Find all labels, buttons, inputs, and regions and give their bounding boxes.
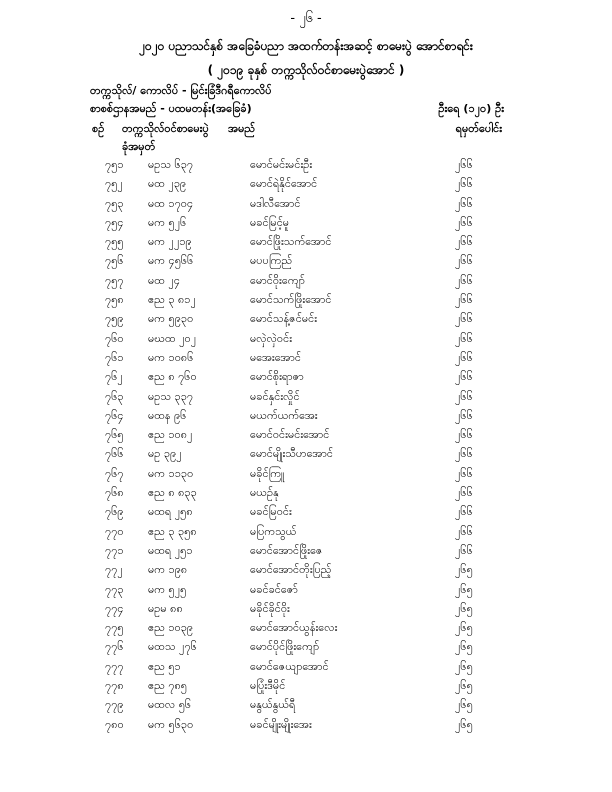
total-marks: ၂၆၆ [455, 486, 473, 500]
student-name: မယဉ်နု [250, 486, 279, 500]
exam-center-label: စာစစ်ဌာနအမည် - ပထမတန်း(အခြေခံ) [90, 102, 252, 115]
total-marks: ၂၆၆ [455, 505, 473, 519]
total-marks: ၂၆၆ [455, 408, 473, 422]
total-marks: ၂၆၅ [455, 640, 473, 654]
roll-number: မက ၅၂၆ [148, 215, 187, 229]
list-item [0, 658, 612, 677]
total-marks: ၂၆၆ [455, 466, 473, 480]
header-name: အမည် [228, 122, 256, 135]
row-number: ၇၆၄ [105, 408, 124, 422]
list-item [0, 349, 612, 368]
total-marks: ၂၆၆ [455, 215, 473, 229]
total-marks: ၂၆၆ [455, 524, 473, 538]
row-number: ၇၇၇ [105, 659, 124, 673]
header-roll: တက္ကသိုလ်ဝင်စာမေးပွဲ [122, 122, 209, 135]
total-marks: ၂၆၆ [455, 254, 473, 268]
roll-number: မက ၄၅၆၆ [148, 254, 194, 268]
total-marks: ၂၆၆ [455, 273, 473, 287]
roll-number: ဧည ၅၁ [148, 659, 181, 673]
roll-number: မဃထ ၂၀၂ [148, 331, 197, 345]
total-marks: ၂၆၅ [455, 582, 473, 596]
row-number: ၇၅၁ [105, 158, 124, 171]
total-marks: ၂၆၆ [455, 293, 473, 307]
list-item [0, 233, 612, 252]
roll-number: မဥသ ၃၃၇ [148, 389, 194, 403]
student-name: မောင်ရဲနိုင်အောင် [250, 177, 318, 191]
roll-number: ဧည ၃ ၈၁၂ [148, 293, 196, 307]
student-name: မယက်ယက်အေး [250, 408, 318, 422]
student-name: မောင်ဝိုးကျော် [250, 273, 305, 287]
roll-number: ဧည ၈ ၇၆၀ [148, 370, 197, 384]
student-name: မောင်စိုးရာဇာ [250, 370, 304, 384]
document-title: ၂၀၂၀ ပညာသင်နှစ် အခြေခံပညာ အထက်တန်းအဆင့် စာမေးပွဲ အောင်စာရင်း [139, 39, 473, 53]
page-number: - ၂၆ - [290, 11, 322, 26]
roll-number: မထ ၂၄ [148, 273, 181, 287]
roll-number: မဥမ ၈၈ [148, 601, 183, 615]
row-number: ၇၅၃ [105, 196, 124, 210]
list-item [0, 561, 612, 580]
row-number: ၇၇၀ [105, 524, 124, 538]
list-item [0, 252, 612, 271]
list-item [0, 465, 612, 484]
list-item [0, 426, 612, 445]
roll-number: မက ၁၀၈၆ [148, 350, 194, 364]
student-name: မခင်ခင်ဇော် [250, 582, 298, 596]
roll-number: ဧည ၈ ၈၃၃ [148, 486, 197, 500]
list-item [0, 195, 612, 214]
list-item [0, 638, 612, 657]
roll-number: မက ၁၉၈ [148, 563, 188, 577]
roll-number: မက ၂၂၁၉ [148, 235, 192, 249]
count-label: ဦးရေ (၁၂၀) ဦး [438, 102, 504, 115]
row-number: ၇၅၅ [105, 235, 124, 249]
row-number: ၇၇၉ [105, 698, 124, 712]
row-number: ၇၆၀ [105, 331, 124, 345]
total-marks: ၂၆၆ [455, 428, 473, 442]
student-name: မောင်ပိုင်ဖြိုးကျော် [250, 640, 320, 654]
student-name: မခင်နှင်းလှိုင် [250, 389, 300, 403]
student-name: မနွယ်နွယ်ရီ [250, 698, 296, 712]
row-number: ၇၇၂ [105, 563, 123, 577]
row-number: ၇၇၆ [105, 640, 124, 654]
student-name: မောင်အောင်တိုးပြည့် [250, 563, 332, 577]
student-name: မောင်အောင်ဖြိုးဇေ [250, 543, 323, 557]
roll-number: မက ၅၉၃၀ [148, 312, 194, 326]
row-number: ၇၆၆ [105, 447, 124, 461]
row-number: ၇၆၂ [105, 370, 123, 384]
total-marks: ၂၆၆ [455, 447, 473, 461]
row-number: ၇၅၇ [105, 273, 124, 287]
roll-number: မထ ၁၇၀၄ [148, 196, 194, 210]
row-number: ၇၆၃ [105, 389, 124, 403]
roll-number: မက ၁၁၃၀ [148, 466, 194, 480]
row-number: ၇၇၈ [105, 679, 124, 693]
total-marks: ၂၆၆ [455, 312, 473, 326]
student-name: မောင်အောင်ယွန်းလေး [250, 621, 338, 635]
roll-number: ဧည ၁၀၈၂ [148, 428, 193, 442]
row-number: ၇၇၁ [105, 543, 124, 557]
row-number: ၇၆၇ [105, 466, 124, 480]
list-item [0, 677, 612, 696]
roll-number: ဧည ၇၈၅ [148, 679, 187, 693]
list-item [0, 484, 612, 503]
student-name: မလှဲလှဲဝင်း [250, 331, 292, 345]
row-number: ၇၆၁ [105, 350, 124, 364]
student-name: မောင်ဝင်းမင်းအောင် [250, 428, 330, 442]
document-subtitle: ( ၂၀၁၉ ခုနှစ် တက္ကသိုလ်ဝင်စာမေးပွဲအောင် ) [207, 63, 405, 77]
student-name: မပပကြည် [250, 254, 293, 268]
total-marks: ၂၆၅ [455, 679, 473, 693]
student-name: မခင်မြင့်မူ [250, 215, 290, 229]
row-number: ၇၅၄ [105, 215, 124, 229]
list-item [0, 619, 612, 638]
row-number: ၇၆၅ [105, 428, 124, 442]
total-marks: ၂၆၆ [455, 350, 473, 364]
student-name: မခင်မျိုးမျိုးအေး [250, 717, 312, 731]
total-marks: ၂၆၅ [455, 698, 473, 712]
roll-number: မဥသ ၆၃၇ [148, 158, 194, 171]
list-item [0, 310, 612, 329]
student-name: မခင်မြဝင်း [250, 505, 292, 519]
row-number: ၇၆၉ [105, 505, 124, 519]
list-item [0, 600, 612, 619]
college-label: တက္ကသိုလ်/ ကောလိပ် - မြင်းခြံဒီဂရီကောလိပ် [90, 84, 272, 97]
list-item [0, 175, 612, 194]
roll-number: မထရ ၂၅၈ [148, 505, 193, 519]
roll-number: မက ၅၂၅ [148, 582, 187, 596]
roll-number: ဧည ၃ ၃၅၈ [148, 524, 197, 538]
header-roll-line2: ခုံအမှတ် [122, 140, 156, 153]
roll-number: မထသ ၂၇၆ [148, 640, 197, 654]
roll-number: မထ ၂၃၉ [148, 177, 187, 191]
student-name: မောင်မင်းမင်းဦး [250, 158, 313, 171]
results-list [0, 156, 612, 735]
list-item [0, 445, 612, 464]
list-item [0, 330, 612, 349]
list-item [0, 156, 612, 175]
list-item [0, 407, 612, 426]
total-marks: ၂၆၅ [455, 563, 473, 577]
header-number: စဉ် [92, 122, 105, 135]
row-number: ၇၅၈ [105, 293, 124, 307]
list-item [0, 503, 612, 522]
header-marks: ရမှတ်ပေါင်း [455, 122, 502, 135]
row-number: ၇၇၃ [105, 582, 124, 596]
list-item [0, 581, 612, 600]
student-name: မပြုံးဒီမိုင် [250, 679, 286, 693]
total-marks: ၂၆၅ [455, 621, 473, 635]
row-number: ၇၅၉ [105, 312, 124, 326]
total-marks: ၂၆၆ [455, 158, 473, 171]
row-number: ၇၇၄ [105, 601, 124, 615]
total-marks: ၂၆၆ [455, 196, 473, 210]
list-item [0, 291, 612, 310]
roll-number: ဧည ၁၀၃၉ [148, 621, 194, 635]
student-name: မခိုင်ကြူ [250, 466, 285, 480]
roll-number: မထန ၉၆ [148, 408, 187, 422]
list-item [0, 272, 612, 291]
student-name: မောင်ဇေယျာအောင် [250, 659, 329, 673]
row-number: ၇၇၅ [105, 621, 124, 635]
row-number: ၇၆၈ [105, 486, 124, 500]
student-name: မခိုင်ခိုင်ဝိုး [250, 601, 290, 615]
student-name: မအေးအောင် [250, 350, 301, 364]
roll-number: မဥ ၃၉၂ [148, 447, 182, 461]
student-name: မဒါလီအောင် [250, 196, 301, 210]
list-item [0, 716, 612, 735]
roll-number: မက ၅၆၃၀ [148, 717, 194, 731]
row-number: ၇၅၆ [105, 254, 124, 268]
total-marks: ၂၆၆ [455, 389, 473, 403]
list-item [0, 523, 612, 542]
list-item [0, 368, 612, 387]
total-marks: ၂၆၆ [455, 235, 473, 249]
total-marks: ၂၆၆ [455, 543, 473, 557]
row-number: ၇၅၂ [105, 177, 123, 191]
student-name: မောင်သက်ဖြိုးအောင် [250, 293, 332, 307]
total-marks: ၂၆၆ [455, 370, 473, 384]
row-number: ၇၈၀ [105, 717, 124, 731]
list-item [0, 388, 612, 407]
student-name: မောင်မျိုးသီဟအောင် [250, 447, 333, 461]
total-marks: ၂၆၆ [455, 177, 473, 191]
list-item [0, 214, 612, 233]
roll-number: မထလ ၅၆ [148, 698, 192, 712]
list-item [0, 696, 612, 715]
roll-number: မထရ ၂၅၁ [148, 543, 193, 557]
student-name: မောင်ဖြိုးသက်အောင် [250, 235, 332, 249]
total-marks: ၂၆၆ [455, 331, 473, 345]
list-item [0, 542, 612, 561]
total-marks: ၂၆၅ [455, 659, 473, 673]
student-name: မောင်သန့်ဇင်မင်း [250, 312, 318, 326]
total-marks: ၂၆၅ [455, 717, 473, 731]
total-marks: ၂၆၅ [455, 601, 473, 615]
student-name: မပြကသွယ် [250, 524, 297, 538]
